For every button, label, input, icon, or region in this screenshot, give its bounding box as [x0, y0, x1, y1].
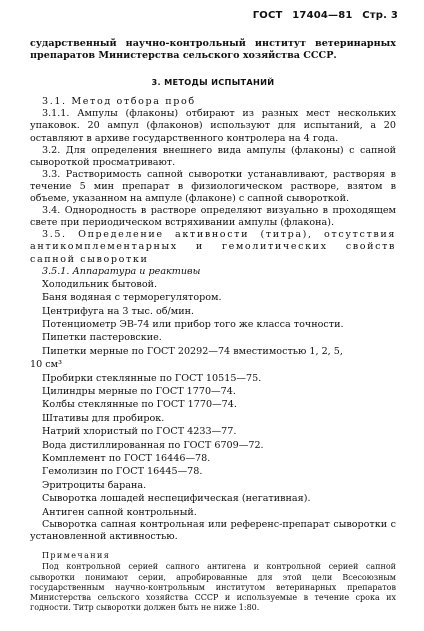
list-item: Штативы для пробирок. — [42, 412, 165, 424]
list-item: Комплемент по ГОСТ 16446—78. — [42, 452, 211, 464]
list-item: Пробирки стеклянные по ГОСТ 10515—75. — [42, 372, 262, 384]
list-item: Баня водяная с терморегулятором. — [42, 292, 222, 304]
list-item: Антиген сапной контрольный. — [42, 506, 197, 518]
list-item: Холодильник бытовой. — [42, 278, 158, 290]
page-header — [247, 10, 398, 21]
reference-serum-paragraph: Сыворотка сапная контрольная или референс-препарат сыворотки с установленной активностью. — [30, 519, 396, 543]
list-item: Цилиндры мерные по ГОСТ 1770—74. — [42, 385, 236, 397]
list-item: Пипетки мерные по ГОСТ 20292—74 вместимостью 1, 2, 5, — [42, 345, 343, 357]
list-item: 10 см³ — [30, 359, 62, 371]
list-item: Натрий хлористый по ГОСТ 4233—77. — [42, 426, 237, 438]
clause-3-1-1: 3.1.1. Ампулы (флаконы) отбирают из разных мест нескольких упаковок. 20 ампул (флаконов) используют для испытаний, а 20 оставляют в архиве государственного контролера на 4 года. — [30, 108, 396, 144]
intro-paragraph: сударственный научно-контрольный институт ветеринарных препаратов Министерства сельского хозяйства СССР. — [30, 38, 396, 62]
note-1: Под контрольной серией сапного антигена и контрольной серией сапной сыворотки понимают серии, апробированные для этой цели Всесоюзным государственным научно-контрольным институтом ветеринарных препаратов Министерства сельского хозяйства СССР и используемые в течение срока их годности. Титр сыворотки должен быть не ниже 1:80. — [30, 562, 396, 613]
clause-3-5: 3.5. Определение активности (титра), отсутствия антикомплементарных и гемолитических свойств сапной сыворотки — [30, 229, 396, 265]
clause-3-5-1: 3.5.1. Аппаратура и реактивы — [42, 265, 201, 277]
list-item: Пипетки пастеровские. — [42, 332, 162, 344]
list-item: Эритроциты барана. — [42, 479, 147, 491]
header-number: 17404—81 — [292, 10, 353, 21]
list-item: Вода дистиллированная по ГОСТ 6709—72. — [42, 439, 264, 451]
notes-block — [30, 551, 396, 613]
list-item: Потенциометр ЭВ-74 или прибор того же класса точности. — [42, 318, 344, 330]
list-item: Колбы стеклянные по ГОСТ 1770—74. — [42, 399, 237, 411]
clause-3-4: 3.4. Однородность в растворе определяют визуально в проходящем свете при периодическом встряхивании ампулы (флакона). — [30, 205, 396, 229]
section-title: 3. МЕТОДЫ ИСПЫТАНИЙ — [151, 77, 275, 88]
list-item: Центрифуга на 3 тыс. об/мин. — [42, 305, 195, 317]
document-body — [30, 38, 396, 613]
list-item: Гемолизин по ГОСТ 16445—78. — [42, 466, 203, 478]
clause-3-3: 3.3. Растворимость сапной сыворотки устанавливают, растворяя в течение 5 мин препарат в физиологическом растворе, взятом в объеме, указанном на ампуле (флаконе) с сапной сывороткой. — [30, 168, 396, 205]
clause-3-1: 3.1. Метод отбора проб — [42, 96, 196, 108]
list-item: Сыворотка лошадей неспецифическая (негативная). — [42, 493, 311, 505]
header-page: Стр. 3 — [362, 10, 398, 21]
clause-3-2: 3.2. Для определения внешнего вида ампулы (флаконы) с сапной сывороткой просматривают. — [30, 144, 396, 168]
equipment-list — [30, 278, 396, 519]
notes-title: Примечания — [42, 551, 111, 561]
header-standard: ГОСТ — [252, 10, 283, 21]
